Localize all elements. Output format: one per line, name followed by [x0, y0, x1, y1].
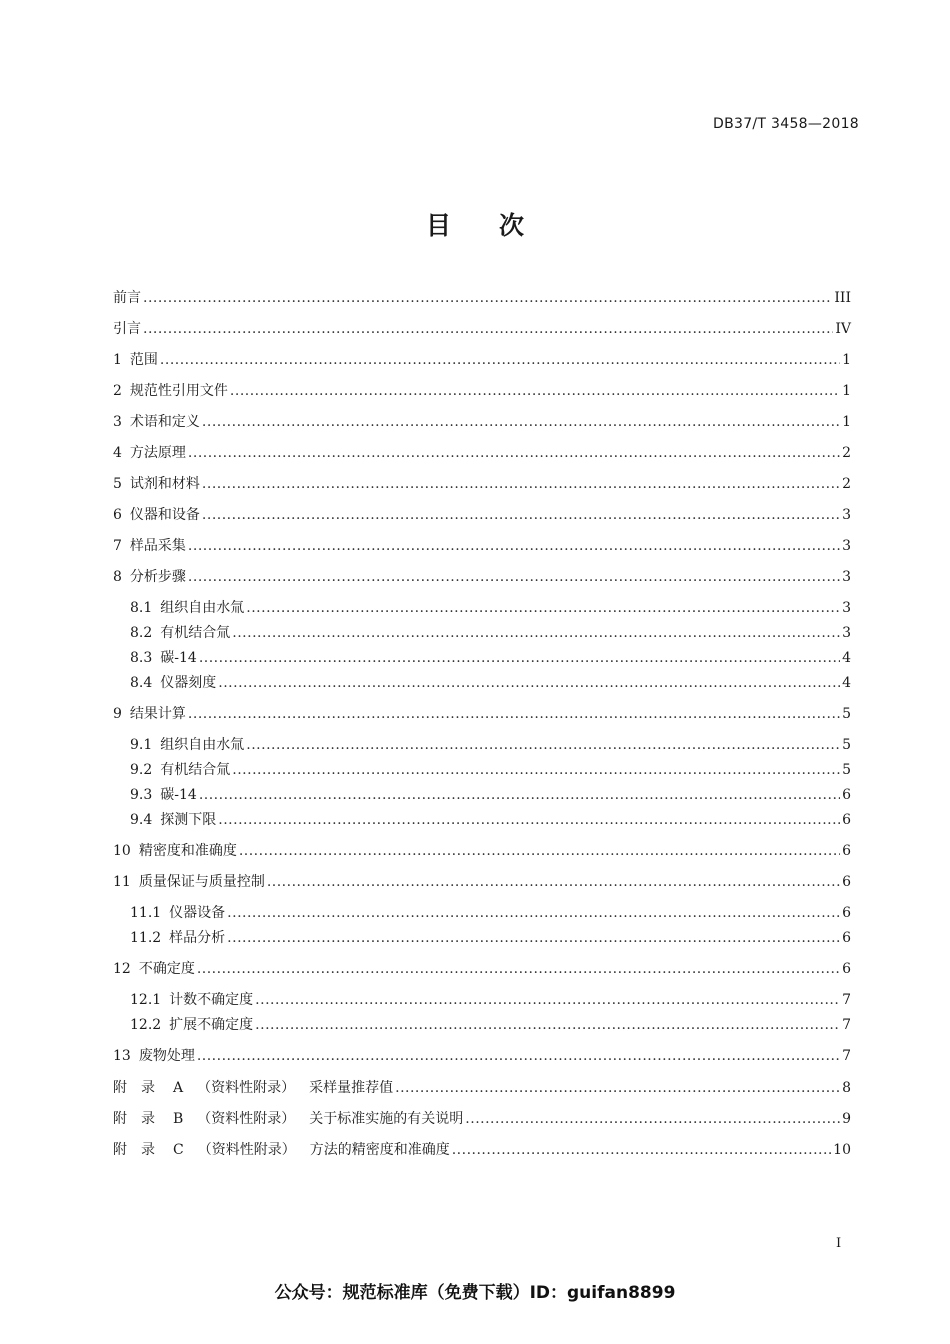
toc-entry-number: 8.4	[130, 675, 153, 691]
dot-leader	[239, 841, 840, 861]
dot-leader	[202, 505, 840, 525]
toc-entry-number: 8	[113, 569, 122, 585]
toc-entry-13[interactable]	[113, 1046, 851, 1066]
toc-entry-label: 仪器和设备	[129, 507, 200, 523]
toc-entry-number: 8.2	[130, 625, 153, 641]
toc-entry-number: 9.4	[130, 812, 153, 828]
toc-entry-11-1[interactable]	[130, 903, 851, 923]
dot-leader	[246, 735, 840, 755]
dot-leader	[232, 760, 840, 780]
toc-entry-label: 结果计算	[129, 706, 186, 722]
appendix-type: （资料性附录）	[197, 1080, 296, 1096]
toc-entry-number: 9	[113, 706, 122, 722]
toc-entry-page: 6	[842, 812, 851, 828]
toc-entry-label: 方法的精密度和准确度	[309, 1142, 450, 1158]
toc-entry-page: 4	[842, 675, 851, 691]
dot-leader	[160, 350, 840, 370]
dot-leader	[230, 381, 840, 401]
toc-entry-number: 12.1	[130, 992, 162, 1008]
toc-entry-label: 术语和定义	[129, 414, 200, 430]
toc-entry-page: 9	[842, 1111, 851, 1127]
toc-entry-page: 7	[842, 992, 851, 1008]
toc-entry-label: 方法原理	[129, 445, 186, 461]
toc-entry-8-1[interactable]	[130, 598, 851, 618]
toc-entry-11-2[interactable]	[130, 928, 851, 948]
dot-leader	[255, 990, 840, 1010]
appendix-letter: A	[173, 1080, 184, 1096]
toc-entry-label: 碳-14	[160, 787, 197, 803]
toc-entry-11[interactable]	[113, 872, 851, 892]
toc-entry-12[interactable]	[113, 959, 851, 979]
dot-leader	[246, 598, 840, 618]
dot-leader	[143, 288, 832, 308]
appendix-word: 附录	[113, 1111, 169, 1127]
toc-entry-label: 引言	[113, 321, 141, 337]
dot-leader	[218, 673, 840, 693]
toc-entry-page: 2	[842, 476, 851, 492]
dot-leader	[197, 959, 840, 979]
toc-entry-6[interactable]	[113, 505, 851, 525]
toc-entry-label: 分析步骤	[129, 569, 186, 585]
dot-leader	[255, 1015, 840, 1035]
toc-entry-page: IV	[835, 321, 851, 337]
dot-leader	[227, 928, 840, 948]
dot-leader	[218, 810, 840, 830]
toc-entry-3[interactable]	[113, 412, 851, 432]
toc-entry-7[interactable]	[113, 536, 851, 556]
toc-entry-page: 6	[842, 930, 851, 946]
toc-entry-label: 碳-14	[160, 650, 197, 666]
toc-entry-page: 3	[842, 507, 851, 523]
toc-entry-9-4[interactable]	[130, 810, 851, 830]
toc-entry-number: 3	[113, 414, 122, 430]
toc-entry-2[interactable]	[113, 381, 851, 401]
appendix-type: （资料性附录）	[197, 1111, 296, 1127]
toc-appendix-b[interactable]	[113, 1109, 851, 1129]
toc-entry-label: 仪器设备	[169, 905, 226, 921]
toc-entry-page: 3	[842, 538, 851, 554]
toc-entry-number: 8.1	[130, 600, 153, 616]
appendix-letter: B	[173, 1111, 184, 1127]
dot-leader	[197, 1046, 840, 1066]
toc-entry-label: 组织自由水氚	[160, 737, 245, 753]
toc-entry-label: 质量保证与质量控制	[138, 874, 265, 890]
toc-entry-page: 6	[842, 787, 851, 803]
appendix-letter: C	[173, 1142, 184, 1158]
toc-entry-page: 4	[842, 650, 851, 666]
toc-entry-number: 8.3	[130, 650, 153, 666]
toc-entry-label: 有机结合氚	[160, 762, 231, 778]
dot-leader	[188, 567, 840, 587]
toc-entry-introduction[interactable]	[113, 319, 851, 339]
page-number: I	[836, 1236, 842, 1251]
toc-entry-label: 组织自由水氚	[160, 600, 245, 616]
toc-entry-number: 11.1	[130, 905, 162, 921]
toc-entry-9[interactable]	[113, 704, 851, 724]
appendix-type: （资料性附录）	[197, 1142, 296, 1158]
toc-entry-page: 1	[842, 414, 851, 430]
toc-entry-number: 5	[113, 476, 122, 492]
toc-entry-number: 6	[113, 507, 122, 523]
toc-entry-number: 2	[113, 383, 122, 399]
toc-entry-page: 2	[842, 445, 851, 461]
toc-entry-label: 精密度和准确度	[138, 843, 237, 859]
toc-entry-12-1[interactable]	[130, 990, 851, 1010]
toc-entry-label: 仪器刻度	[160, 675, 217, 691]
dot-leader	[188, 536, 840, 556]
toc-entry-page: 5	[842, 706, 851, 722]
toc-entry-number: 9.2	[130, 762, 153, 778]
toc-entry-page: 1	[842, 352, 851, 368]
dot-leader	[232, 623, 840, 643]
toc-entry-page: 6	[842, 843, 851, 859]
toc-entry-number: 10	[113, 843, 131, 859]
appendix-word: 附录	[113, 1142, 169, 1158]
toc-entry-page: 6	[842, 905, 851, 921]
dot-leader	[199, 648, 840, 668]
toc-entry-page: 3	[842, 625, 851, 641]
toc-entry-label: 有机结合氚	[160, 625, 231, 641]
toc-entry-label: 范围	[129, 352, 158, 368]
toc-appendix-a[interactable]	[113, 1078, 851, 1098]
toc-appendix-c[interactable]	[113, 1140, 851, 1160]
toc-entry-number: 11.2	[130, 930, 162, 946]
toc-entry-10[interactable]	[113, 841, 851, 861]
appendix-word: 附录	[113, 1080, 169, 1096]
toc-entry-page: 5	[842, 737, 851, 753]
toc-entry-label: 不确定度	[138, 961, 195, 977]
dot-leader	[395, 1078, 840, 1098]
toc-entry-8[interactable]	[113, 567, 851, 587]
toc-entry-9-2[interactable]	[130, 760, 851, 780]
toc-entry-page: 7	[842, 1048, 851, 1064]
toc-entry-label: 样品分析	[169, 930, 226, 946]
toc-entry-page: 7	[842, 1017, 851, 1033]
toc-entry-label: 样品采集	[129, 538, 186, 554]
dot-leader	[202, 412, 840, 432]
toc-entry-page: 3	[842, 569, 851, 585]
dot-leader	[267, 872, 840, 892]
toc-entry-8-4[interactable]	[130, 673, 851, 693]
toc-entry-page: 10	[833, 1142, 851, 1158]
toc-entry-label: 计数不确定度	[169, 992, 254, 1008]
toc-entry-number: 12	[113, 961, 131, 977]
toc-entry-1[interactable]	[113, 350, 851, 370]
toc-entry-9-3[interactable]	[130, 785, 851, 805]
toc-entry-preface[interactable]	[113, 288, 851, 308]
toc-entry-number: 9.3	[130, 787, 153, 803]
toc-entry-page: 8	[842, 1080, 851, 1096]
toc-entry-page: 1	[842, 383, 851, 399]
toc-entry-number: 13	[113, 1048, 131, 1064]
dot-leader	[227, 903, 840, 923]
dot-leader	[202, 474, 840, 494]
toc-entry-8-2[interactable]	[130, 623, 851, 643]
toc-entry-page: III	[834, 290, 851, 306]
toc-entry-label: 探测下限	[160, 812, 217, 828]
footer-watermark: 公众号：规范标准库（免费下载）ID：guifan8899	[274, 1283, 676, 1303]
toc-entry-label: 废物处理	[138, 1048, 195, 1064]
dot-leader	[452, 1140, 831, 1160]
toc-entry-page: 6	[842, 874, 851, 890]
toc-entry-number: 9.1	[130, 737, 153, 753]
toc-entry-number: 4	[113, 445, 122, 461]
toc-entry-8-3[interactable]	[130, 648, 851, 668]
toc-entry-number: 1	[113, 352, 122, 368]
dot-leader	[143, 319, 833, 339]
toc-entry-9-1[interactable]	[130, 735, 851, 755]
dot-leader	[465, 1109, 840, 1129]
toc-entry-label: 采样量推荐值	[309, 1080, 394, 1096]
toc-title: 目次	[425, 211, 572, 240]
toc-entry-page: 5	[842, 762, 851, 778]
toc-entry-number: 11	[113, 874, 131, 890]
toc-entry-12-2[interactable]	[130, 1015, 851, 1035]
toc-entry-number: 12.2	[130, 1017, 162, 1033]
toc-entry-label: 规范性引用文件	[129, 383, 228, 399]
toc-entry-label: 试剂和材料	[129, 476, 200, 492]
toc-entry-5[interactable]	[113, 474, 851, 494]
toc-entry-page: 3	[842, 600, 851, 616]
document-code: DB37/T 3458—2018	[713, 116, 859, 132]
toc-entry-label: 关于标准实施的有关说明	[309, 1111, 464, 1127]
dot-leader	[188, 704, 840, 724]
dot-leader	[199, 785, 840, 805]
toc-entry-page: 6	[842, 961, 851, 977]
dot-leader	[188, 443, 840, 463]
toc-entry-4[interactable]	[113, 443, 851, 463]
toc-entry-label: 前言	[113, 290, 141, 306]
toc-entry-number: 7	[113, 538, 122, 554]
toc-entry-label: 扩展不确定度	[169, 1017, 254, 1033]
